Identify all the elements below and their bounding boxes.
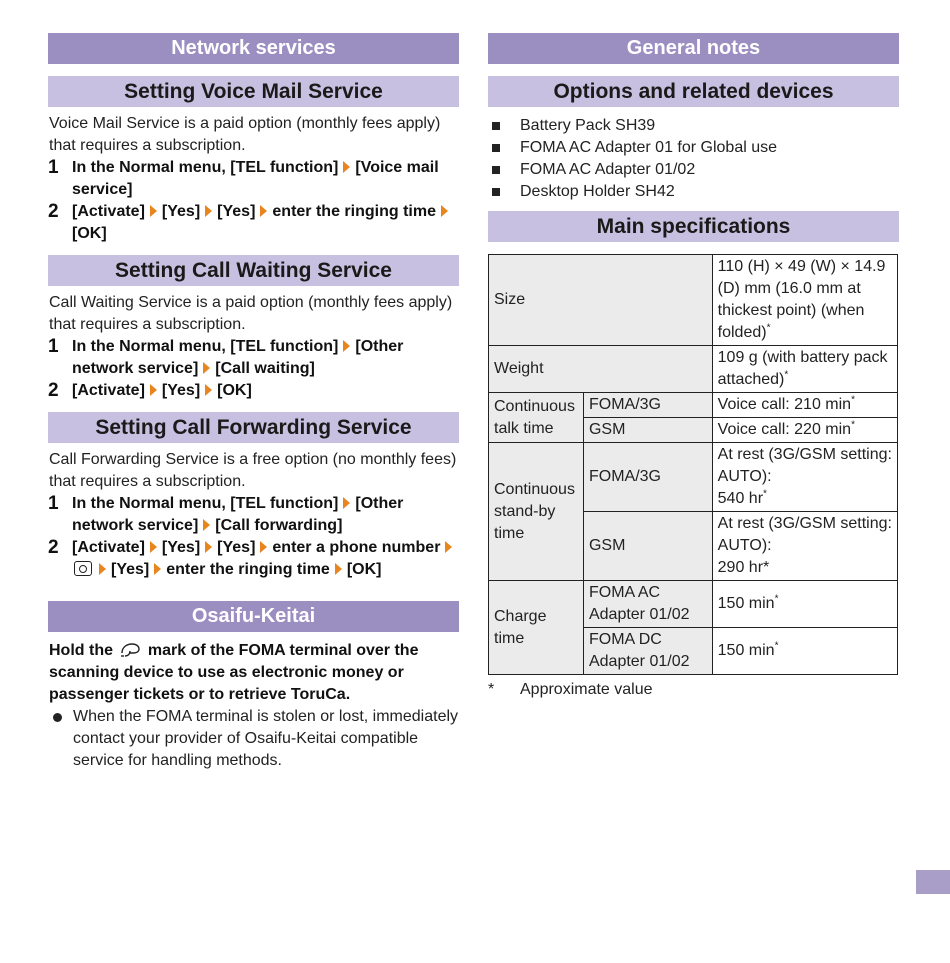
network-services-header: Network services [48, 33, 459, 64]
options-list [488, 115, 899, 203]
charge-time-label: Charge time [489, 581, 584, 675]
arrow-right-icon [154, 563, 161, 575]
call-forwarding-step-1 [48, 493, 459, 537]
step-text: [Activate] [72, 203, 145, 220]
step-text: [Yes] [217, 203, 256, 220]
talk-time-label: Continuous talk time [489, 393, 584, 443]
call-forwarding-heading: Setting Call Forwarding Service [48, 412, 459, 443]
list-item-text: Battery Pack SH39 [520, 117, 656, 134]
right-column [488, 33, 899, 701]
step-number: 2 [48, 380, 59, 401]
size-value: 110 (H) × 49 (W) × 14.9 (D) mm (16.0 mm at thickest point) (when folded)* [712, 255, 897, 346]
standby-gsm-label: GSM [583, 512, 712, 581]
osaifu-keitai-header: Osaifu-Keitai [48, 601, 459, 632]
voice-mail-description: Voice Mail Service is a paid option (monthly fees apply) that requires a subscription. [49, 115, 441, 154]
charge-dc-label: FOMA DC Adapter 01/02 [583, 628, 712, 675]
table-row [489, 393, 898, 418]
call-waiting-heading: Setting Call Waiting Service [48, 255, 459, 286]
step-text: [Other network service] [72, 338, 404, 377]
step-text: [Activate] [72, 539, 145, 556]
list-item [488, 181, 899, 203]
step-text: [OK] [346, 561, 382, 578]
step-text: [Call waiting] [215, 360, 315, 377]
call-waiting-description: Call Waiting Service is a paid option (monthly fees apply) that requires a subscription. [49, 294, 453, 333]
bullet-dot-icon [49, 706, 73, 772]
osaifu-keitai-lead [49, 640, 459, 706]
step-text: [Call forwarding] [215, 517, 343, 534]
page-edge-tab [916, 870, 950, 894]
felica-mark-icon [119, 642, 141, 658]
footnote-text: Approximate value [520, 681, 653, 698]
arrow-right-icon [260, 541, 267, 553]
specs-table [488, 254, 898, 675]
step-text: enter the ringing time [272, 203, 436, 220]
square-bullet-icon [488, 181, 520, 203]
standby-time-label: Continuous stand-by time [489, 443, 584, 581]
arrow-right-icon [260, 205, 267, 217]
standby-foma-label: FOMA/3G [583, 443, 712, 512]
left-column [48, 33, 459, 772]
arrow-right-icon [441, 205, 448, 217]
list-item [488, 115, 899, 137]
list-item-text: Desktop Holder SH42 [520, 183, 675, 200]
list-item [488, 137, 899, 159]
call-waiting-step-1 [48, 336, 459, 380]
arrow-right-icon [203, 519, 210, 531]
general-notes-header: General notes [488, 33, 899, 64]
arrow-right-icon [335, 563, 342, 575]
table-row [489, 346, 898, 393]
arrow-right-icon [150, 384, 157, 396]
call-forwarding-description: Call Forwarding Service is a free option (no monthly fees) that requires a subscription. [49, 451, 457, 490]
voice-mail-step-1 [48, 157, 459, 201]
arrow-right-icon [343, 340, 350, 352]
voice-mail-step-2 [48, 201, 459, 245]
footnote [488, 679, 899, 701]
step-text: [Yes] [161, 539, 201, 556]
step-text: [Yes] [161, 382, 201, 399]
step-number: 2 [48, 201, 59, 222]
standby-gsm-value: At rest (3G/GSM setting: AUTO): 290 hr* [712, 512, 897, 581]
arrow-right-icon [99, 563, 106, 575]
step-number: 1 [48, 336, 59, 357]
step-text: [Yes] [217, 539, 256, 556]
talk-gsm-value: Voice call: 220 min* [712, 418, 897, 443]
call-waiting-step-2 [48, 380, 459, 402]
lead-text: mark of the FOMA terminal over the scanning device to use as electronic money or passenger tickets or to retrieve ToruCa. [49, 642, 419, 703]
talk-foma-label: FOMA/3G [583, 393, 712, 418]
talk-foma-value: Voice call: 210 min* [712, 393, 897, 418]
step-text: In the Normal menu, [TEL function] [72, 159, 339, 176]
charge-ac-label: FOMA AC Adapter 01/02 [583, 581, 712, 628]
camera-key-icon [74, 561, 92, 576]
osaifu-keitai-bullet [49, 706, 459, 772]
list-item-text: FOMA AC Adapter 01/02 [520, 161, 696, 178]
step-text: [OK] [72, 225, 107, 242]
talk-gsm-label: GSM [583, 418, 712, 443]
arrow-right-icon [203, 362, 210, 374]
arrow-right-icon [205, 205, 212, 217]
bullet-text: When the FOMA terminal is stolen or lost, immediately contact your provider of Osaifu-Keitai compatible service for handling methods. [73, 708, 459, 769]
step-text: [Other network service] [72, 495, 404, 534]
step-text: In the Normal menu, [TEL function] [72, 495, 339, 512]
arrow-right-icon [343, 161, 350, 173]
footnote-mark: * [488, 681, 495, 698]
arrow-right-icon [445, 541, 452, 553]
table-row [489, 443, 898, 512]
voice-mail-heading: Setting Voice Mail Service [48, 76, 459, 107]
square-bullet-icon [488, 159, 520, 181]
arrow-right-icon [150, 541, 157, 553]
step-text: enter a phone number [272, 539, 441, 556]
arrow-right-icon [205, 541, 212, 553]
step-text: [Yes] [161, 203, 201, 220]
step-text: enter the ringing time [166, 561, 330, 578]
options-heading: Options and related devices [488, 76, 899, 107]
table-row [489, 255, 898, 346]
step-number: 1 [48, 493, 59, 514]
square-bullet-icon [488, 115, 520, 137]
step-text: [Voice mail service] [72, 159, 439, 198]
arrow-right-icon [205, 384, 212, 396]
size-label: Size [489, 255, 713, 346]
weight-label: Weight [489, 346, 713, 393]
list-item-text: FOMA AC Adapter 01 for Global use [520, 139, 778, 156]
table-row [489, 581, 898, 628]
specs-heading: Main specifications [488, 211, 899, 242]
call-forwarding-step-2 [48, 537, 459, 581]
standby-foma-value: At rest (3G/GSM setting: AUTO): 540 hr* [712, 443, 897, 512]
list-item [488, 159, 899, 181]
step-text: In the Normal menu, [TEL function] [72, 338, 339, 355]
step-text: [Activate] [72, 382, 145, 399]
arrow-right-icon [343, 497, 350, 509]
step-number: 1 [48, 157, 59, 178]
step-number: 2 [48, 537, 59, 558]
weight-value: 109 g (with battery pack attached)* [712, 346, 897, 393]
charge-ac-value: 150 min* [712, 581, 897, 628]
step-text: [Yes] [111, 561, 150, 578]
lead-text: Hold the [49, 642, 113, 659]
charge-dc-value: 150 min* [712, 628, 897, 675]
square-bullet-icon [488, 137, 520, 159]
step-text: [OK] [217, 382, 252, 399]
arrow-right-icon [150, 205, 157, 217]
